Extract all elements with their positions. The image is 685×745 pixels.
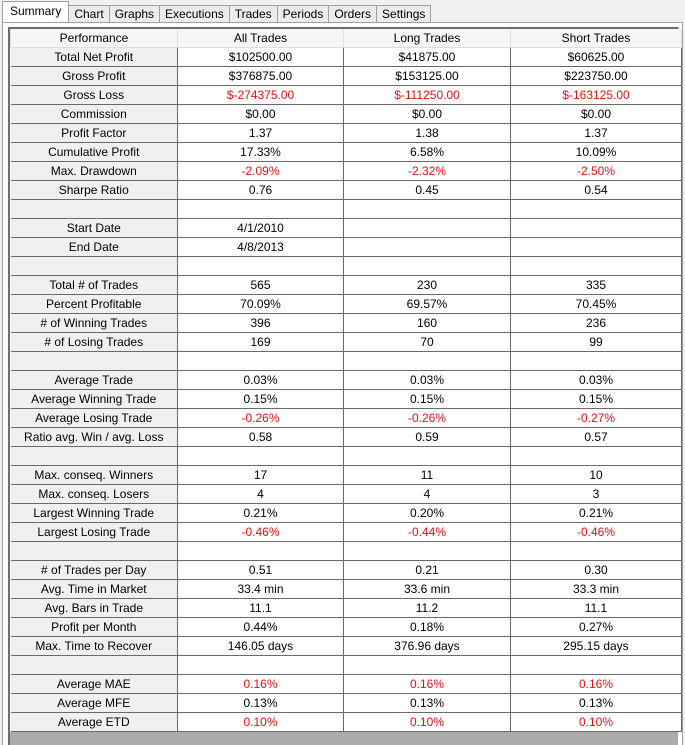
row-label[interactable]: Average Trade xyxy=(11,371,178,390)
cell-long-trades[interactable] xyxy=(344,257,511,276)
cell-long-trades[interactable]: 376.96 days xyxy=(344,637,511,656)
cell-short-trades[interactable]: 0.16% xyxy=(511,675,682,694)
cell-short-trades[interactable] xyxy=(511,542,682,561)
row-label[interactable]: Largest Winning Trade xyxy=(11,504,178,523)
table-row xyxy=(11,48,682,67)
cell-short-trades[interactable]: 1.37 xyxy=(511,124,682,143)
cell-long-trades[interactable]: $-111250.00 xyxy=(344,86,511,105)
table-row xyxy=(11,390,682,409)
separator-row xyxy=(11,257,682,276)
cell-all-trades[interactable]: 565 xyxy=(178,276,344,295)
row-label[interactable]: Gross Profit xyxy=(11,67,178,86)
table-row xyxy=(11,371,682,390)
tab-trades[interactable]: Trades xyxy=(229,5,278,22)
table-row xyxy=(11,162,682,181)
row-label[interactable]: Average Losing Trade xyxy=(11,409,178,428)
tab-summary[interactable]: Summary xyxy=(2,1,69,22)
cell-all-trades[interactable]: 4 xyxy=(178,485,344,504)
separator-row xyxy=(11,200,682,219)
tab-orders[interactable]: Orders xyxy=(328,5,377,22)
cell-long-trades[interactable]: 0.13% xyxy=(344,694,511,713)
cell-short-trades[interactable]: 0.13% xyxy=(511,694,682,713)
cell-short-trades[interactable]: 0.57 xyxy=(511,428,682,447)
row-label[interactable]: Ratio avg. Win / avg. Loss xyxy=(11,428,178,447)
cell-short-trades[interactable] xyxy=(511,352,682,371)
row-label[interactable]: Sharpe Ratio xyxy=(11,181,178,200)
cell-long-trades[interactable]: 0.21 xyxy=(344,561,511,580)
cell-long-trades[interactable] xyxy=(344,656,511,675)
tab-chart[interactable]: Chart xyxy=(68,5,109,22)
cell-short-trades[interactable]: -0.27% xyxy=(511,409,682,428)
table-row xyxy=(11,276,682,295)
table-row xyxy=(11,124,682,143)
cell-short-trades[interactable] xyxy=(511,219,682,238)
column-header-long-trades[interactable]: Long Trades xyxy=(344,29,511,48)
cell-short-trades[interactable]: $-163125.00 xyxy=(511,86,682,105)
row-label[interactable]: Profit Factor xyxy=(11,124,178,143)
cell-all-trades[interactable]: 17.33% xyxy=(178,143,344,162)
table-row xyxy=(11,86,682,105)
cell-long-trades[interactable]: 0.15% xyxy=(344,390,511,409)
cell-short-trades[interactable]: -0.46% xyxy=(511,523,682,542)
cell-long-trades[interactable]: 70 xyxy=(344,333,511,352)
cell-all-trades[interactable]: 0.13% xyxy=(178,694,344,713)
row-label[interactable]: Average Winning Trade xyxy=(11,390,178,409)
tab-strip xyxy=(2,2,430,22)
row-label[interactable]: Max. conseq. Winners xyxy=(11,466,178,485)
cell-long-trades[interactable]: $41875.00 xyxy=(344,48,511,67)
cell-long-trades[interactable]: 0.10% xyxy=(344,713,511,732)
cell-long-trades[interactable] xyxy=(344,447,511,466)
table-row xyxy=(11,485,682,504)
row-label[interactable]: # of Winning Trades xyxy=(11,314,178,333)
row-label[interactable]: Gross Loss xyxy=(11,86,178,105)
row-label[interactable]: Avg. Bars in Trade xyxy=(11,599,178,618)
cell-long-trades[interactable]: 0.16% xyxy=(344,675,511,694)
cell-all-trades[interactable]: 33.4 min xyxy=(178,580,344,599)
table-row xyxy=(11,599,682,618)
table-row xyxy=(11,675,682,694)
cell-all-trades[interactable] xyxy=(178,200,344,219)
tab-graphs[interactable]: Graphs xyxy=(109,5,160,22)
cell-all-trades[interactable]: 0.76 xyxy=(178,181,344,200)
cell-all-trades[interactable]: 0.44% xyxy=(178,618,344,637)
separator-row xyxy=(11,542,682,561)
cell-all-trades[interactable]: 4/1/2010 xyxy=(178,219,344,238)
cell-all-trades[interactable]: 0.03% xyxy=(178,371,344,390)
cell-short-trades[interactable]: 10.09% xyxy=(511,143,682,162)
cell-all-trades[interactable]: 0.15% xyxy=(178,390,344,409)
table-row xyxy=(11,333,682,352)
row-label[interactable] xyxy=(11,542,178,561)
cell-short-trades[interactable]: 0.27% xyxy=(511,618,682,637)
performance-table xyxy=(10,29,682,732)
row-label[interactable]: Average MFE xyxy=(11,694,178,713)
cell-all-trades[interactable]: -0.26% xyxy=(178,409,344,428)
cell-long-trades[interactable]: 11 xyxy=(344,466,511,485)
tab-settings[interactable]: Settings xyxy=(376,5,431,22)
cell-short-trades[interactable]: 33.3 min xyxy=(511,580,682,599)
cell-long-trades[interactable]: $153125.00 xyxy=(344,67,511,86)
table-row xyxy=(11,238,682,257)
row-label[interactable]: Avg. Time in Market xyxy=(11,580,178,599)
cell-short-trades[interactable]: $60625.00 xyxy=(511,48,682,67)
cell-long-trades[interactable]: -2.32% xyxy=(344,162,511,181)
cell-all-trades[interactable]: 0.16% xyxy=(178,675,344,694)
row-label[interactable] xyxy=(11,257,178,276)
table-row xyxy=(11,295,682,314)
column-header-short-trades[interactable]: Short Trades xyxy=(511,29,682,48)
table-row xyxy=(11,504,682,523)
tab-executions[interactable]: Executions xyxy=(159,5,230,22)
cell-all-trades[interactable]: $-274375.00 xyxy=(178,86,344,105)
row-label[interactable]: End Date xyxy=(11,238,178,257)
row-label[interactable]: # of Trades per Day xyxy=(11,561,178,580)
cell-short-trades[interactable]: 10 xyxy=(511,466,682,485)
cell-long-trades[interactable]: 0.03% xyxy=(344,371,511,390)
cell-short-trades[interactable]: -2.50% xyxy=(511,162,682,181)
cell-long-trades[interactable]: 0.18% xyxy=(344,618,511,637)
table-row xyxy=(11,67,682,86)
cell-long-trades[interactable]: 11.2 xyxy=(344,599,511,618)
cell-short-trades[interactable]: 236 xyxy=(511,314,682,333)
separator-row xyxy=(11,656,682,675)
cell-all-trades[interactable]: 1.37 xyxy=(178,124,344,143)
cell-all-trades[interactable]: 0.21% xyxy=(178,504,344,523)
table-row xyxy=(11,314,682,333)
table-row xyxy=(11,219,682,238)
cell-short-trades[interactable]: 0.15% xyxy=(511,390,682,409)
cell-short-trades[interactable]: 11.1 xyxy=(511,599,682,618)
cell-all-trades[interactable]: -2.09% xyxy=(178,162,344,181)
table-row xyxy=(11,428,682,447)
cell-long-trades[interactable]: $0.00 xyxy=(344,105,511,124)
row-label[interactable]: Total # of Trades xyxy=(11,276,178,295)
cell-long-trades[interactable] xyxy=(344,219,511,238)
cell-short-trades[interactable]: 295.15 days xyxy=(511,637,682,656)
cell-all-trades[interactable]: 0.58 xyxy=(178,428,344,447)
cell-short-trades[interactable]: 0.03% xyxy=(511,371,682,390)
cell-short-trades[interactable] xyxy=(511,200,682,219)
cell-short-trades[interactable]: 0.54 xyxy=(511,181,682,200)
cell-all-trades[interactable]: -0.46% xyxy=(178,523,344,542)
row-label[interactable] xyxy=(11,352,178,371)
cell-all-trades[interactable]: 0.10% xyxy=(178,713,344,732)
cell-long-trades[interactable]: -0.26% xyxy=(344,409,511,428)
table-row xyxy=(11,694,682,713)
cell-long-trades[interactable]: 0.20% xyxy=(344,504,511,523)
cell-all-trades[interactable]: 169 xyxy=(178,333,344,352)
cell-all-trades[interactable]: 11.1 xyxy=(178,599,344,618)
table-row xyxy=(11,580,682,599)
cell-long-trades[interactable]: 0.45 xyxy=(344,181,511,200)
cell-long-trades[interactable]: 69.57% xyxy=(344,295,511,314)
cell-all-trades[interactable]: 146.05 days xyxy=(178,637,344,656)
cell-long-trades[interactable]: 4 xyxy=(344,485,511,504)
cell-long-trades[interactable]: 0.59 xyxy=(344,428,511,447)
cell-long-trades[interactable] xyxy=(344,352,511,371)
table-row xyxy=(11,618,682,637)
row-label[interactable]: Cumulative Profit xyxy=(11,143,178,162)
cell-all-trades[interactable]: $0.00 xyxy=(178,105,344,124)
table-row xyxy=(11,409,682,428)
cell-short-trades[interactable] xyxy=(511,447,682,466)
cell-long-trades[interactable]: 160 xyxy=(344,314,511,333)
cell-short-trades[interactable]: 0.21% xyxy=(511,504,682,523)
table-row xyxy=(11,713,682,732)
cell-short-trades[interactable]: 3 xyxy=(511,485,682,504)
table-row xyxy=(11,561,682,580)
table-row xyxy=(11,105,682,124)
separator-row xyxy=(11,447,682,466)
table-row xyxy=(11,143,682,162)
row-label[interactable]: Profit per Month xyxy=(11,618,178,637)
summary-panel xyxy=(2,22,683,745)
row-label[interactable]: Max. Drawdown xyxy=(11,162,178,181)
cell-short-trades[interactable] xyxy=(511,257,682,276)
cell-long-trades[interactable]: 1.38 xyxy=(344,124,511,143)
row-label[interactable]: Average ETD xyxy=(11,713,178,732)
table-row xyxy=(11,181,682,200)
table-row xyxy=(11,637,682,656)
cell-long-trades[interactable] xyxy=(344,200,511,219)
cell-all-trades[interactable]: 70.09% xyxy=(178,295,344,314)
row-label[interactable] xyxy=(11,447,178,466)
tab-periods[interactable]: Periods xyxy=(277,5,330,22)
cell-short-trades[interactable]: 70.45% xyxy=(511,295,682,314)
cell-all-trades[interactable] xyxy=(178,257,344,276)
performance-grid[interactable] xyxy=(8,27,679,745)
row-label[interactable]: Total Net Profit xyxy=(11,48,178,67)
cell-all-trades[interactable]: 17 xyxy=(178,466,344,485)
cell-short-trades[interactable] xyxy=(511,238,682,257)
cell-all-trades[interactable] xyxy=(178,447,344,466)
cell-long-trades[interactable] xyxy=(344,238,511,257)
row-label[interactable]: Average MAE xyxy=(11,675,178,694)
cell-long-trades[interactable]: 230 xyxy=(344,276,511,295)
table-row xyxy=(11,523,682,542)
cell-long-trades[interactable]: 6.58% xyxy=(344,143,511,162)
cell-short-trades[interactable]: 0.10% xyxy=(511,713,682,732)
row-label[interactable] xyxy=(11,656,178,675)
cell-all-trades[interactable]: $376875.00 xyxy=(178,67,344,86)
cell-all-trades[interactable] xyxy=(178,542,344,561)
cell-all-trades[interactable]: 4/8/2013 xyxy=(178,238,344,257)
cell-short-trades[interactable]: 335 xyxy=(511,276,682,295)
cell-short-trades[interactable]: $0.00 xyxy=(511,105,682,124)
cell-short-trades[interactable]: 0.30 xyxy=(511,561,682,580)
separator-row xyxy=(11,352,682,371)
row-label[interactable]: Largest Losing Trade xyxy=(11,523,178,542)
cell-long-trades[interactable]: -0.44% xyxy=(344,523,511,542)
row-label[interactable]: # of Losing Trades xyxy=(11,333,178,352)
row-label[interactable]: Start Date xyxy=(11,219,178,238)
row-label[interactable]: Commission xyxy=(11,105,178,124)
column-header-performance[interactable]: Performance xyxy=(11,29,178,48)
cell-all-trades[interactable]: 396 xyxy=(178,314,344,333)
row-label[interactable]: Percent Profitable xyxy=(11,295,178,314)
cell-short-trades[interactable]: $223750.00 xyxy=(511,67,682,86)
column-header-all-trades[interactable]: All Trades xyxy=(178,29,344,48)
row-label[interactable] xyxy=(11,200,178,219)
cell-all-trades[interactable]: 0.51 xyxy=(178,561,344,580)
cell-all-trades[interactable]: $102500.00 xyxy=(178,48,344,67)
table-row xyxy=(11,466,682,485)
cell-long-trades[interactable]: 33.6 min xyxy=(344,580,511,599)
cell-short-trades[interactable] xyxy=(511,656,682,675)
row-label[interactable]: Max. Time to Recover xyxy=(11,637,178,656)
header-row xyxy=(11,29,682,48)
cell-all-trades[interactable] xyxy=(178,352,344,371)
cell-all-trades[interactable] xyxy=(178,656,344,675)
cell-short-trades[interactable]: 99 xyxy=(511,333,682,352)
cell-long-trades[interactable] xyxy=(344,542,511,561)
row-label[interactable]: Max. conseq. Losers xyxy=(11,485,178,504)
